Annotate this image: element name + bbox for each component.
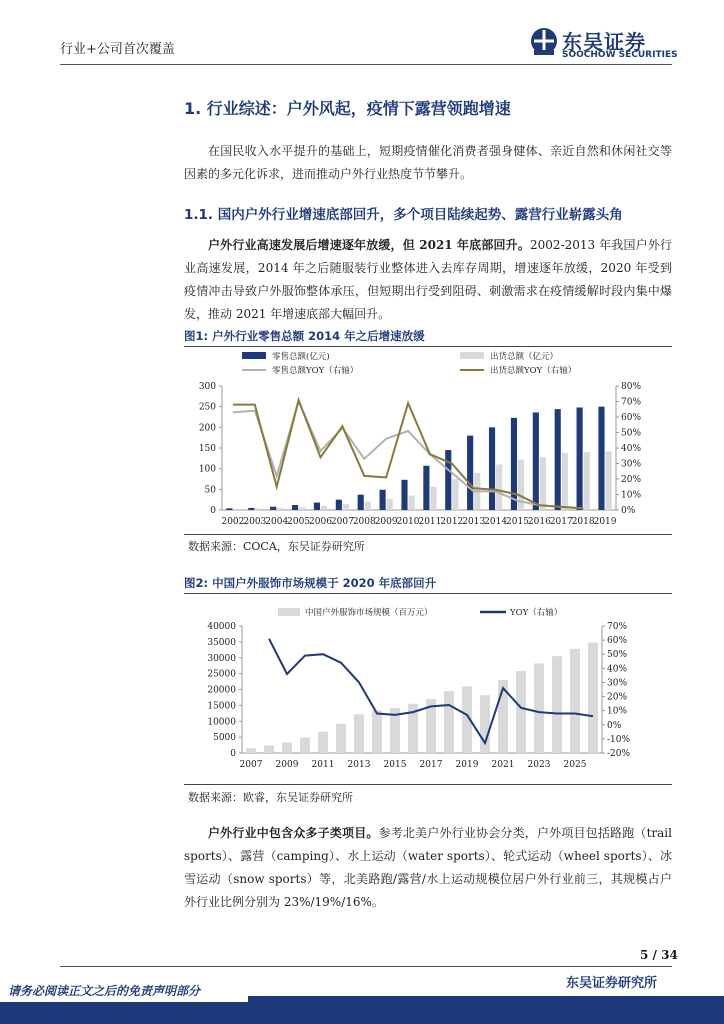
chart1-bar-1 bbox=[336, 500, 342, 510]
section-1-heading: 1. 行业综述：户外风起，疫情下露营领跑增速 bbox=[184, 99, 511, 118]
chart1-y2-tick-label: 40% bbox=[621, 444, 642, 454]
chart1-y2-tick-label: 10% bbox=[621, 490, 642, 501]
figure-1-source: 数据来源：COCA，东吴证券研究所 bbox=[188, 540, 365, 553]
chart1-y-tick-label: 150 bbox=[198, 444, 216, 454]
chart1-bar-2 bbox=[562, 453, 568, 510]
chart2-y-tick-label: 5000 bbox=[213, 733, 236, 744]
footer-rule bbox=[60, 966, 672, 967]
chart1-bar-2 bbox=[387, 499, 393, 510]
chart1-bar-2 bbox=[496, 465, 502, 510]
chart1-x-tick-label: 2006 bbox=[309, 517, 332, 527]
chart1-bar-1 bbox=[401, 480, 407, 510]
chart1-bar-1 bbox=[270, 507, 276, 510]
chart1-y2-tick-label: 60% bbox=[621, 413, 642, 423]
chart1-bar-2 bbox=[409, 496, 415, 510]
page-number: 5 / 34 bbox=[640, 948, 678, 962]
chart2-x-tick-label: 2021 bbox=[491, 760, 515, 770]
figure-1-bottom-rule bbox=[184, 534, 672, 535]
chart2-bar-1 bbox=[354, 714, 364, 753]
chart1-legend-swatch bbox=[242, 352, 266, 359]
chart1-x-tick-label: 2009 bbox=[374, 517, 398, 527]
chart2-x-tick-label: 2017 bbox=[419, 760, 443, 770]
chart1-x-tick-label: 2015 bbox=[506, 517, 529, 527]
chart2-bar-1 bbox=[282, 743, 292, 753]
chart2-x-tick-label: 2025 bbox=[563, 760, 587, 770]
chart1-legend-label: 零售总额(亿元) bbox=[272, 352, 330, 362]
chart2-x-tick-label: 2015 bbox=[383, 760, 407, 770]
chart1-bar-1 bbox=[380, 490, 386, 510]
chart2-y2-tick-label: 10% bbox=[607, 706, 628, 717]
chart2-y-tick-label: 35000 bbox=[207, 637, 236, 648]
chart2-bar-1 bbox=[444, 691, 454, 753]
chart1-x-tick-label: 2019 bbox=[593, 517, 617, 527]
chart1-x-tick-label: 2011 bbox=[418, 517, 442, 527]
chart2-y2-tick-label: 30% bbox=[607, 678, 628, 689]
figure-1-chart bbox=[184, 348, 672, 532]
paragraph-lead: 户外行业中包含众多子类项目。 bbox=[208, 826, 379, 840]
chart2-bar-1 bbox=[372, 710, 382, 753]
chart1-bar-1 bbox=[511, 418, 517, 510]
chart1-x-tick-label: 2004 bbox=[265, 517, 289, 527]
chart2-bar-1 bbox=[300, 737, 310, 753]
chart1-x-tick-label: 2014 bbox=[484, 517, 508, 527]
chart1-legend-swatch bbox=[460, 352, 484, 359]
chart2-y-tick-label: 25000 bbox=[207, 669, 236, 680]
subcategory-paragraph bbox=[184, 822, 672, 914]
chart1-x-tick-label: 2008 bbox=[352, 517, 376, 527]
chart1-bar-2 bbox=[584, 452, 590, 510]
chart1-x-tick-label: 2002 bbox=[221, 517, 245, 527]
paragraph-lead: 户外行业高速发展后增速逐年放缓，但 2021 年底部回升。 bbox=[208, 238, 531, 252]
chart1-y-tick-label: 250 bbox=[198, 402, 216, 413]
figure-2-title: 图2: 中国户外服饰市场规模于 2020 年底部回升 bbox=[184, 576, 437, 590]
logo-mark-icon bbox=[528, 26, 560, 58]
chart2-y-tick-label: 0 bbox=[230, 749, 236, 759]
chart2-bar-1 bbox=[534, 663, 544, 753]
chart1-x-tick-label: 2013 bbox=[462, 517, 486, 527]
chart1-bar-2 bbox=[321, 506, 327, 510]
chart2-x-tick-label: 2007 bbox=[239, 760, 263, 770]
chart1-y2-tick-label: 0% bbox=[621, 506, 636, 516]
chart1-legend-label: 零售总额YOY（右轴） bbox=[272, 366, 359, 376]
chart1-y2-tick-label: 30% bbox=[621, 459, 642, 470]
chart1-bar-1 bbox=[555, 409, 561, 510]
chart2-bar-1 bbox=[570, 649, 580, 753]
chart1-bar-1 bbox=[598, 407, 604, 510]
chart1-bar-1 bbox=[489, 427, 495, 510]
chart2-x-tick-label: 2009 bbox=[275, 760, 299, 770]
chart2-bar-1 bbox=[336, 724, 346, 753]
chart2-legend-swatch bbox=[278, 608, 300, 616]
figure-2-chart bbox=[184, 597, 672, 777]
chart1-bar-1 bbox=[292, 505, 298, 510]
chart2-y2-tick-label: 70% bbox=[607, 622, 628, 632]
chart1-y-tick-label: 300 bbox=[198, 382, 216, 392]
chart1-bar-1 bbox=[467, 436, 473, 510]
chart2-bar-1 bbox=[516, 671, 526, 753]
chart1-x-tick-label: 2012 bbox=[440, 517, 464, 527]
chart1-x-tick-label: 2003 bbox=[243, 517, 267, 527]
chart2-y-tick-label: 10000 bbox=[207, 717, 236, 728]
chart2-y2-tick-label: 0% bbox=[607, 720, 622, 731]
logo-text-en: SOOCHOW SECURITIES bbox=[562, 50, 678, 60]
chart1-y-tick-label: 200 bbox=[198, 423, 216, 434]
section-1-intro: 在国民收入水平提升的基础上，短期疫情催化消费者强身健体、亲近自然和休闲社交等因素的多元化诉求，进而推动户外行业热度节节攀升。 bbox=[184, 144, 672, 181]
chart2-bar-1 bbox=[264, 745, 274, 753]
paragraph-body: 参考北美户外行业协会分类，户外项目包括路跑（trail sports）、露营（camping）、水上运动（water sports）、轮式运动（wheel sports）、冰雪运动（snow sports）等，北美路跑/露营/水上运动规模位居户外行业前三，其规模占户外行业比例分别为 23%/19%/16%。 bbox=[184, 826, 672, 909]
report-category: 行业+公司首次覆盖 bbox=[60, 42, 175, 57]
figure-2-bottom-rule bbox=[184, 784, 672, 785]
chart1-x-tick-label: 2007 bbox=[330, 517, 354, 527]
chart1-legend-label: 出货总额YOY（右轴） bbox=[490, 366, 577, 376]
chart2-bar-1 bbox=[318, 732, 328, 753]
chart1-x-tick-label: 2018 bbox=[571, 517, 595, 527]
footer-organization: 东吴证券研究所 bbox=[566, 976, 658, 991]
figure-2-top-rule bbox=[184, 593, 672, 594]
chart2-x-tick-label: 2011 bbox=[311, 760, 335, 770]
chart2-bar-1 bbox=[246, 748, 256, 753]
chart2-y2-tick-label: 20% bbox=[607, 692, 628, 703]
chart1-bar-1 bbox=[445, 450, 451, 510]
chart1-bar-2 bbox=[299, 508, 305, 510]
chart1-bar-2 bbox=[540, 457, 546, 510]
chart2-y-tick-label: 40000 bbox=[207, 622, 236, 632]
chart1-bar-2 bbox=[255, 508, 261, 510]
section-1-1-paragraph bbox=[184, 234, 672, 326]
header-rule bbox=[60, 64, 672, 65]
chart1-y2-tick-label: 80% bbox=[621, 382, 642, 392]
chart1-bar-2 bbox=[233, 509, 239, 510]
logo-text-cn: 东吴证券 bbox=[562, 30, 646, 54]
chart2-legend-label: 中国户外服饰市场规模（百万元） bbox=[305, 608, 433, 618]
chart1-y-tick-label: 0 bbox=[210, 506, 216, 516]
disclaimer-box bbox=[0, 978, 248, 1002]
chart1-bar-1 bbox=[358, 495, 364, 510]
chart2-y2-tick-label: 40% bbox=[607, 664, 628, 675]
chart2-y-tick-label: 30000 bbox=[207, 653, 236, 664]
chart1-bar-1 bbox=[248, 508, 254, 510]
section-1-1-heading: 1.1. 国内户外行业增速底部回升，多个项目陆续起势、露营行业崭露头角 bbox=[184, 207, 623, 223]
chart1-bar-2 bbox=[343, 504, 349, 510]
chart1-bar-1 bbox=[533, 412, 539, 510]
chart1-y2-tick-label: 70% bbox=[621, 397, 642, 408]
brand-logo bbox=[528, 26, 678, 60]
chart1-x-tick-label: 2017 bbox=[549, 517, 573, 527]
chart2-x-tick-label: 2013 bbox=[347, 760, 371, 770]
chart1-x-tick-label: 2016 bbox=[527, 517, 551, 527]
disclaimer-text: 请务必阅读正文之后的免责声明部分 bbox=[8, 984, 201, 998]
chart2-bar-1 bbox=[552, 656, 562, 753]
chart2-y-tick-label: 15000 bbox=[207, 701, 236, 712]
chart2-y-tick-label: 20000 bbox=[207, 685, 236, 696]
chart1-y-tick-label: 50 bbox=[204, 485, 216, 496]
chart1-y2-tick-label: 50% bbox=[621, 428, 642, 439]
chart1-y-tick-label: 100 bbox=[198, 464, 216, 475]
chart2-x-tick-label: 2019 bbox=[455, 760, 479, 770]
chart1-bar-2 bbox=[277, 508, 283, 510]
chart1-bar-2 bbox=[365, 502, 371, 510]
chart2-y2-tick-label: 50% bbox=[607, 650, 628, 661]
chart2-y2-tick-label: -10% bbox=[607, 734, 631, 745]
chart2-x-tick-label: 2023 bbox=[527, 760, 551, 770]
chart1-bar-1 bbox=[226, 508, 232, 510]
chart2-y2-tick-label: -20% bbox=[607, 749, 631, 759]
chart1-y2-tick-label: 20% bbox=[621, 475, 642, 485]
chart1-line-2 bbox=[233, 400, 583, 508]
chart2-y2-tick-label: 60% bbox=[607, 636, 628, 647]
figure-1-title: 图1: 户外行业零售总额 2014 年之后增速放缓 bbox=[184, 329, 425, 343]
chart2-legend-label: YOY（右轴） bbox=[510, 608, 563, 618]
paragraph-body: 2002-2013 年我国户外行业高速发展，2014 年之后随服装行业整体进入去库存周期，增速逐年放缓，2020 年受到疫情冲击导致户外服饰整体承压，但短期出行受到阻碍、刺激需求在疫情缓解时段内集中爆发，推动 2021 年增速底部大幅回升。 bbox=[184, 238, 672, 321]
chart1-x-tick-label: 2005 bbox=[287, 517, 311, 527]
chart1-bar-1 bbox=[314, 503, 320, 510]
chart1-bar-2 bbox=[452, 479, 458, 510]
figure-2-source: 数据来源：欧睿，东吴证券研究所 bbox=[188, 791, 353, 804]
chart1-legend-label: 出货总额（亿元） bbox=[490, 352, 559, 362]
chart1-x-tick-label: 2010 bbox=[396, 517, 420, 527]
chart1-bar-2 bbox=[606, 451, 612, 510]
chart1-bar-2 bbox=[430, 487, 436, 510]
chart1-bar-1 bbox=[577, 407, 583, 510]
chart1-bar-1 bbox=[423, 466, 429, 510]
chart2-bar-1 bbox=[588, 643, 598, 753]
figure-1-top-rule bbox=[184, 346, 672, 347]
